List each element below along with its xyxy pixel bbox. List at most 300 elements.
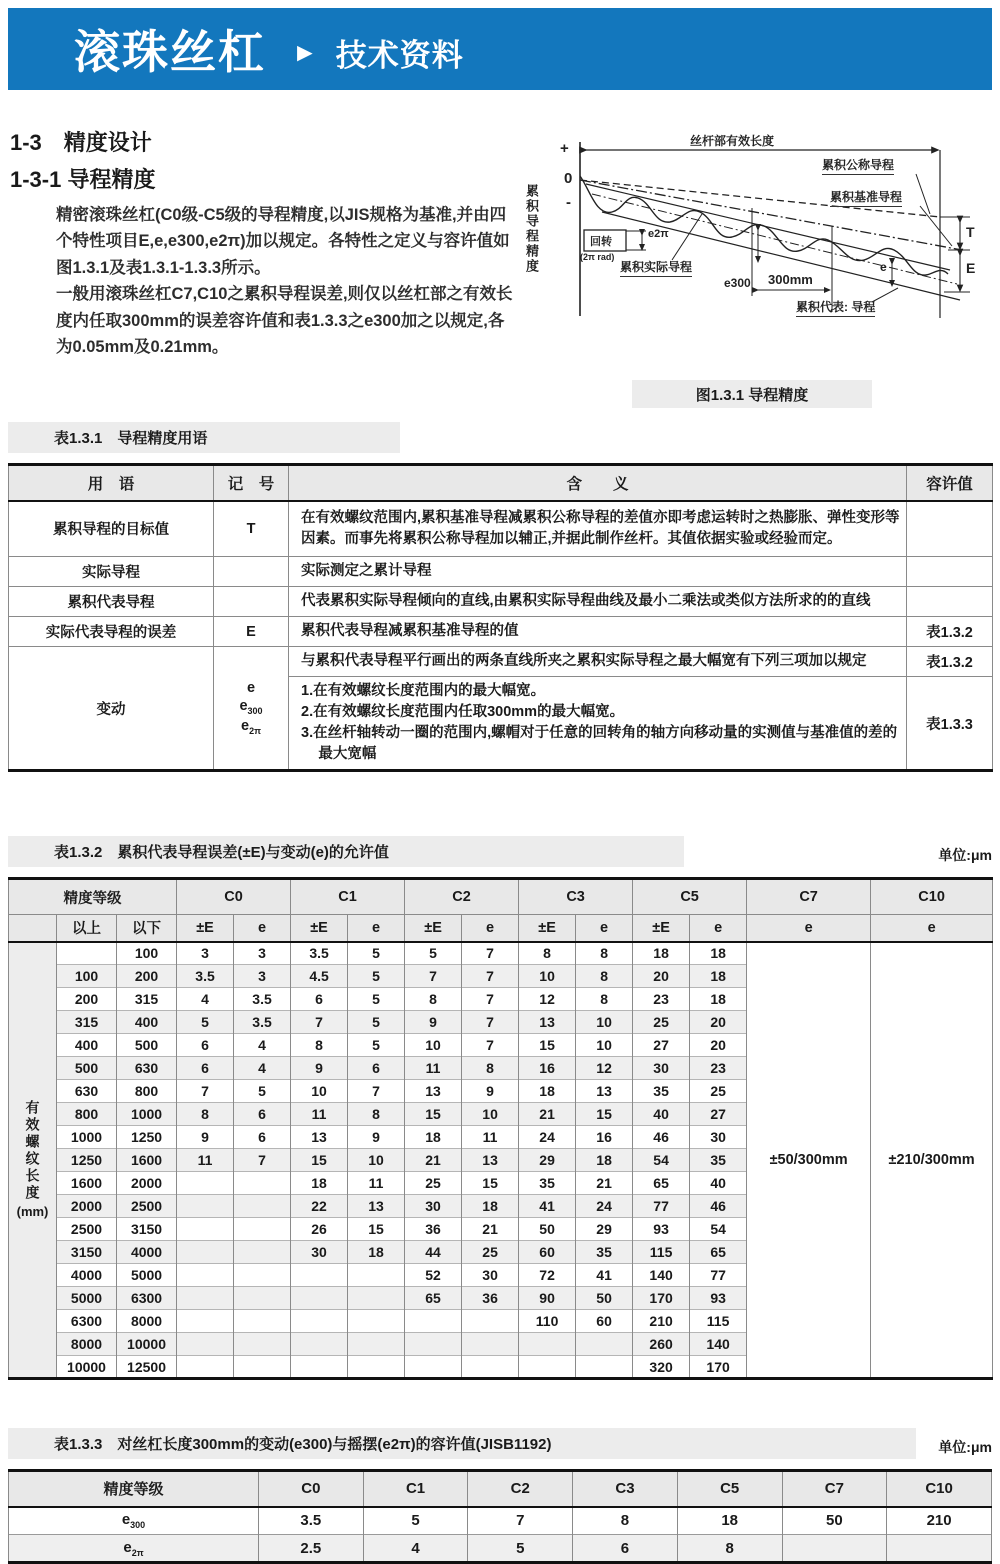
grade-header: C1 <box>363 1471 468 1507</box>
value-cell: 13 <box>519 1011 576 1034</box>
value-cell: 4 <box>363 1535 468 1563</box>
value-cell <box>234 1333 291 1356</box>
range-over-cell <box>57 942 117 965</box>
grade-header: C0 <box>259 1471 364 1507</box>
range-under-cell: 500 <box>117 1034 177 1057</box>
value-cell <box>291 1310 348 1333</box>
value-cell: 23 <box>690 1057 747 1080</box>
value-cell: 12 <box>519 988 576 1011</box>
variation-item: 3.在丝杆轴转动一圈的范围内,螺帽对于任意的回转角的轴方向移动量的实测值与基准值的差的最大宽幅 <box>301 725 898 763</box>
value-cell: 8 <box>348 1103 405 1126</box>
range-under-cell: 800 <box>117 1080 177 1103</box>
value-cell: 77 <box>690 1264 747 1287</box>
value-cell: 9 <box>177 1126 234 1149</box>
allow-cell <box>907 587 993 617</box>
thread-length-unit: (mm) <box>16 1204 49 1220</box>
value-cell: 10 <box>405 1034 462 1057</box>
value-cell: 5 <box>348 1011 405 1034</box>
value-cell: 8 <box>462 1057 519 1080</box>
value-cell <box>177 1218 234 1241</box>
value-cell: 25 <box>462 1241 519 1264</box>
value-cell <box>234 1310 291 1333</box>
intro-paragraph-1: 精密滚珠丝杠(C0级-C5级的导程精度,以JIS规格为基准,并由四个特性项目E,e,e300,e2π)加以规定。各特性之定义与容许值如图1.3.1及表1.3.1-1.3.3所示。 <box>56 206 510 277</box>
value-cell: 18 <box>348 1241 405 1264</box>
value-cell <box>177 1195 234 1218</box>
value-cell: 4 <box>234 1057 291 1080</box>
diagram-reference-lead-label: 累积基准导程 <box>830 188 902 207</box>
value-cell: 13 <box>576 1080 633 1103</box>
range-under-cell: 400 <box>117 1011 177 1034</box>
symbol-cell <box>214 647 289 771</box>
value-cell: 5 <box>348 942 405 965</box>
value-cell: 25 <box>405 1172 462 1195</box>
value-cell <box>234 1264 291 1287</box>
value-cell: 3 <box>234 965 291 988</box>
value-cell: 35 <box>690 1149 747 1172</box>
range-over-cell: 100 <box>57 965 117 988</box>
value-cell: 30 <box>690 1126 747 1149</box>
diagram-e-label: e <box>880 260 887 274</box>
grade-subheader: e <box>576 915 633 942</box>
value-cell: 6 <box>234 1103 291 1126</box>
grade-header: C7 <box>747 879 871 915</box>
meaning-cell <box>289 677 907 771</box>
value-cell: 11 <box>177 1149 234 1172</box>
value-cell: 5 <box>468 1535 573 1563</box>
t132-grade-header-row <box>9 879 993 915</box>
value-cell: 18 <box>677 1507 782 1535</box>
range-over-cell: 4000 <box>57 1264 117 1287</box>
t131-header-row <box>9 465 993 501</box>
grade-subheader: e <box>690 915 747 942</box>
value-cell <box>519 1333 576 1356</box>
variation-symbol: $e_{2\pi}$ <box>241 718 261 737</box>
value-cell: 13 <box>348 1195 405 1218</box>
t132-row <box>9 942 993 965</box>
value-cell: 46 <box>690 1195 747 1218</box>
value-cell <box>291 1287 348 1310</box>
value-cell: 7 <box>462 1011 519 1034</box>
range-over-cell: 200 <box>57 988 117 1011</box>
value-cell <box>234 1218 291 1241</box>
grade-header: C5 <box>633 879 747 915</box>
term-cell: 累积导程的目标值 <box>9 501 214 557</box>
value-cell: 41 <box>576 1264 633 1287</box>
value-cell: 30 <box>405 1195 462 1218</box>
diagram-actual-lead-label: 累积实际导程 <box>620 258 692 277</box>
value-cell: 8 <box>573 1507 678 1535</box>
value-cell <box>405 1310 462 1333</box>
value-cell: 6 <box>573 1535 678 1563</box>
range-under-cell: 10000 <box>117 1333 177 1356</box>
value-cell: 93 <box>690 1287 747 1310</box>
value-cell <box>177 1310 234 1333</box>
value-cell: 9 <box>291 1057 348 1080</box>
value-cell <box>519 1356 576 1379</box>
variation-symbol: $e_{300}$ <box>239 698 263 716</box>
table-1-3-1-title: 表1.3.1 导程精度用语 <box>8 422 400 453</box>
grade-header: C2 <box>468 1471 573 1507</box>
meaning-cell: 与累积代表导程平行画出的两条直线所夹之累积实际导程之最大幅宽有下列三项加以规定 <box>289 647 907 677</box>
value-cell: 18 <box>519 1080 576 1103</box>
value-cell <box>887 1535 992 1563</box>
value-cell: 20 <box>690 1011 747 1034</box>
value-cell: 35 <box>633 1080 690 1103</box>
value-cell <box>291 1264 348 1287</box>
value-cell: 9 <box>348 1126 405 1149</box>
value-cell <box>291 1333 348 1356</box>
range-over-cell: 1600 <box>57 1172 117 1195</box>
t131-row-actual <box>9 557 993 587</box>
grade-header: C10 <box>887 1471 992 1507</box>
value-cell: 65 <box>690 1241 747 1264</box>
symbol-cell <box>214 587 289 617</box>
value-cell: 8 <box>177 1103 234 1126</box>
diagram-minus-sign: - <box>566 194 571 211</box>
value-cell: 11 <box>462 1126 519 1149</box>
value-cell: 10 <box>348 1149 405 1172</box>
value-cell: 15 <box>519 1034 576 1057</box>
value-cell: 50 <box>519 1218 576 1241</box>
value-cell: 27 <box>690 1103 747 1126</box>
value-cell: 40 <box>633 1103 690 1126</box>
range-under-cell: 100 <box>117 942 177 965</box>
value-cell: 8 <box>576 942 633 965</box>
value-cell: 29 <box>576 1218 633 1241</box>
value-cell: 50 <box>782 1507 887 1535</box>
value-cell: 21 <box>576 1172 633 1195</box>
diagram-E-label: E <box>966 260 976 276</box>
value-cell: 8 <box>405 988 462 1011</box>
value-cell: 210 <box>633 1310 690 1333</box>
page-banner <box>8 8 992 90</box>
banner-arrow-icon: ► <box>292 36 318 67</box>
value-cell: 8 <box>519 942 576 965</box>
value-cell: 10 <box>462 1103 519 1126</box>
value-cell <box>177 1356 234 1379</box>
value-cell: 8 <box>576 988 633 1011</box>
value-cell: 21 <box>405 1149 462 1172</box>
t131-header-symbol: 记 号 <box>214 465 289 501</box>
t131-row-target <box>9 501 993 557</box>
value-cell: 3.5 <box>291 942 348 965</box>
value-cell: 93 <box>633 1218 690 1241</box>
value-cell <box>576 1333 633 1356</box>
value-cell: 77 <box>633 1195 690 1218</box>
value-cell: 27 <box>633 1034 690 1057</box>
t131-row-representative <box>9 587 993 617</box>
range-under-cell: 3150 <box>117 1218 177 1241</box>
diagram-rotation-label: 回转 <box>590 236 612 248</box>
value-cell: 54 <box>633 1149 690 1172</box>
value-cell: 3.5 <box>259 1507 364 1535</box>
value-cell <box>462 1356 519 1379</box>
meaning-cell: 累积代表导程减累积基准导程的值 <box>289 617 907 647</box>
diagram-zero-sign: 0 <box>564 170 573 187</box>
range-over-cell: 630 <box>57 1080 117 1103</box>
value-cell: 11 <box>291 1103 348 1126</box>
grade-header: C3 <box>573 1471 678 1507</box>
value-cell: 10 <box>291 1080 348 1103</box>
value-cell: 11 <box>348 1172 405 1195</box>
grade-subheader: e <box>871 915 993 942</box>
range-over-cell: 5000 <box>57 1287 117 1310</box>
grade-header: C5 <box>677 1471 782 1507</box>
table-1-3-3-title: 表1.3.3 对丝杠长度300mm的变动(e300)与摇摆(e2π)的容许值(JISB1192) <box>8 1428 916 1459</box>
meaning-cell: 在有效螺纹范围内,累积基准导程减累积公称导程的差值亦即考虑运转时之热膨胀、弹性变形等因素。而事先将累积公称导程加以辅正,并据此制作丝杆。其值依据实验或经验而定。 <box>289 501 907 557</box>
value-cell: 7 <box>291 1011 348 1034</box>
grade-subheader: e <box>234 915 291 942</box>
value-cell <box>348 1287 405 1310</box>
range-over-cell: 1000 <box>57 1126 117 1149</box>
range-over-cell: 10000 <box>57 1356 117 1379</box>
term-cell: 实际代表导程的误差 <box>9 617 214 647</box>
range-under-cell: 1250 <box>117 1126 177 1149</box>
grade-header: C2 <box>405 879 519 915</box>
value-cell: 5 <box>363 1507 468 1535</box>
value-cell: 320 <box>633 1356 690 1379</box>
value-cell: 8 <box>576 965 633 988</box>
grade-subheader: ±E <box>291 915 348 942</box>
t131-row-error <box>9 617 993 647</box>
value-cell <box>177 1287 234 1310</box>
diagram-axis-label: 累积导程精度 <box>524 184 539 274</box>
variation-symbol: e <box>246 679 256 696</box>
t132-blank-header <box>9 915 57 942</box>
range-under-cell: 200 <box>117 965 177 988</box>
value-cell: 26 <box>291 1218 348 1241</box>
diagram-nominal-lead-label: 累积公称导程 <box>822 156 894 175</box>
value-cell: 29 <box>519 1149 576 1172</box>
value-cell <box>177 1172 234 1195</box>
value-cell: 13 <box>405 1080 462 1103</box>
t133-body <box>9 1507 992 1563</box>
meaning-cell: 代表累积实际导程倾向的直线,由累积实际导程曲线及最小二乘法或类似方法所求的的直线 <box>289 587 907 617</box>
t132-grade-header: 精度等级 <box>9 879 177 915</box>
diagram-e300-label: e300 <box>724 276 751 290</box>
range-under-cell: 1600 <box>117 1149 177 1172</box>
value-cell: 9 <box>405 1011 462 1034</box>
value-cell: 36 <box>405 1218 462 1241</box>
term-cell: 变动 <box>9 647 214 771</box>
t131-header-allow: 容许值 <box>907 465 993 501</box>
diagram-effective-length-label: 丝杆部有效长度 <box>690 134 775 148</box>
t132-subheader-row <box>9 915 993 942</box>
value-cell: 6 <box>177 1034 234 1057</box>
range-under-cell: 12500 <box>117 1356 177 1379</box>
value-cell <box>782 1535 887 1563</box>
grade-subheader: e <box>462 915 519 942</box>
range-under-cell: 5000 <box>117 1264 177 1287</box>
t132-body <box>9 942 993 1379</box>
grade-header: C0 <box>177 879 291 915</box>
grade-subheader: ±E <box>519 915 576 942</box>
value-cell: 5 <box>348 988 405 1011</box>
value-cell: 6 <box>234 1126 291 1149</box>
value-cell: 8 <box>677 1535 782 1563</box>
value-cell: 260 <box>633 1333 690 1356</box>
allow-cell: 表1.3.3 <box>907 677 993 771</box>
value-cell: 60 <box>576 1310 633 1333</box>
value-cell: 15 <box>576 1103 633 1126</box>
value-cell: 18 <box>291 1172 348 1195</box>
value-cell: 15 <box>348 1218 405 1241</box>
value-cell: 25 <box>690 1080 747 1103</box>
value-cell: 18 <box>633 942 690 965</box>
value-cell: 16 <box>576 1126 633 1149</box>
symbol-cell: $e_{300}$ <box>9 1507 259 1535</box>
value-cell: 115 <box>633 1241 690 1264</box>
grade-subheader: ±E <box>177 915 234 942</box>
range-over-cell: 400 <box>57 1034 117 1057</box>
value-cell: 24 <box>576 1195 633 1218</box>
intro-section <box>8 126 992 408</box>
value-cell: 52 <box>405 1264 462 1287</box>
value-cell: 24 <box>519 1126 576 1149</box>
value-cell: 12 <box>576 1057 633 1080</box>
diagram-T-label: T <box>966 224 975 240</box>
section-heading-1-3-1: 1-3-1 导程精度 <box>10 167 156 192</box>
range-over-cell: 2500 <box>57 1218 117 1241</box>
value-cell: 170 <box>633 1287 690 1310</box>
value-cell: 3.5 <box>177 965 234 988</box>
value-cell: 18 <box>690 965 747 988</box>
diagram-representative-lead-label: 累积代表: 导程 <box>796 298 875 317</box>
value-cell <box>234 1356 291 1379</box>
range-under-cell: 2000 <box>117 1172 177 1195</box>
table-1-3-3 <box>8 1469 992 1564</box>
table-1-3-2 <box>8 877 993 1380</box>
allow-cell: 表1.3.2 <box>907 617 993 647</box>
range-under-cell: 1000 <box>117 1103 177 1126</box>
range-over-cell: 500 <box>57 1057 117 1080</box>
value-cell: 7 <box>462 942 519 965</box>
value-cell: 35 <box>576 1241 633 1264</box>
value-cell: 4 <box>177 988 234 1011</box>
range-over-cell: 2000 <box>57 1195 117 1218</box>
t131-header-meaning: 含 义 <box>289 465 907 501</box>
value-cell: 30 <box>633 1057 690 1080</box>
symbol-cell: T <box>214 501 289 557</box>
value-cell: 54 <box>690 1218 747 1241</box>
value-cell: 210 <box>887 1507 992 1535</box>
symbol-cell <box>214 557 289 587</box>
value-cell <box>348 1333 405 1356</box>
value-cell: 18 <box>462 1195 519 1218</box>
table-1-3-2-title: 表1.3.2 累积代表导程误差(±E)与变动(e)的允许值 <box>8 836 684 867</box>
range-over-cell: 800 <box>57 1103 117 1126</box>
section-heading-1-3: 1-3 精度设计 <box>10 130 152 155</box>
value-cell: 10 <box>576 1034 633 1057</box>
range-under-cell: 6300 <box>117 1287 177 1310</box>
value-cell: 6 <box>177 1057 234 1080</box>
value-cell: 3.5 <box>234 1011 291 1034</box>
value-cell: 46 <box>633 1126 690 1149</box>
variation-item: 1.在有效螺纹长度范围内的最大幅宽。 <box>301 683 546 700</box>
value-cell: 41 <box>519 1195 576 1218</box>
value-cell <box>234 1287 291 1310</box>
value-cell: 9 <box>462 1080 519 1103</box>
value-cell <box>348 1264 405 1287</box>
value-cell: 7 <box>234 1149 291 1172</box>
range-over-cell: 3150 <box>57 1241 117 1264</box>
value-cell: 60 <box>519 1241 576 1264</box>
value-cell: 115 <box>690 1310 747 1333</box>
diagram-rotation-unit-label: (2π rad) <box>580 252 615 262</box>
value-cell <box>405 1333 462 1356</box>
value-cell: 15 <box>405 1103 462 1126</box>
value-cell: 16 <box>519 1057 576 1080</box>
value-cell: 5 <box>234 1080 291 1103</box>
thread-length-text: 有效螺纹长度 <box>24 1100 41 1203</box>
table-1-3-1 <box>8 463 993 772</box>
value-cell: 36 <box>462 1287 519 1310</box>
value-cell: 11 <box>405 1057 462 1080</box>
value-cell: 110 <box>519 1310 576 1333</box>
value-cell: 6 <box>291 988 348 1011</box>
grade-header: 精度等级 <box>9 1471 259 1507</box>
grade-subheader: e <box>747 915 871 942</box>
range-over-cell: 1250 <box>57 1149 117 1172</box>
value-cell: 35 <box>519 1172 576 1195</box>
value-cell <box>177 1333 234 1356</box>
t132-over-header: 以上 <box>57 915 117 942</box>
value-cell: 15 <box>462 1172 519 1195</box>
value-cell: 7 <box>462 988 519 1011</box>
thread-length-label <box>9 942 57 1379</box>
value-cell: 140 <box>690 1333 747 1356</box>
range-under-cell: 2500 <box>117 1195 177 1218</box>
value-cell: 3 <box>234 942 291 965</box>
diagram-canvas <box>520 132 992 370</box>
thread-length-label-wrap <box>9 1100 56 1219</box>
t133-row <box>9 1535 992 1563</box>
value-cell: 5 <box>348 965 405 988</box>
range-under-cell: 8000 <box>117 1310 177 1333</box>
value-cell: 23 <box>633 988 690 1011</box>
value-cell: 3.5 <box>234 988 291 1011</box>
symbol-cell: E <box>214 617 289 647</box>
value-cell <box>234 1172 291 1195</box>
value-cell: 10 <box>519 965 576 988</box>
value-cell <box>177 1241 234 1264</box>
range-under-cell: 4000 <box>117 1241 177 1264</box>
value-cell: 72 <box>519 1264 576 1287</box>
value-cell: 18 <box>690 942 747 965</box>
value-cell: 4.5 <box>291 965 348 988</box>
value-cell: 21 <box>462 1218 519 1241</box>
value-cell: 25 <box>633 1011 690 1034</box>
c10-merged-cell: ±210/300mm <box>871 942 993 1379</box>
allow-cell <box>907 557 993 587</box>
value-cell: 18 <box>405 1126 462 1149</box>
value-cell: 5 <box>177 1011 234 1034</box>
diagram-caption: 图1.3.1 导程精度 <box>632 380 872 408</box>
range-under-cell: 630 <box>117 1057 177 1080</box>
diagram-plus-sign: + <box>560 140 569 157</box>
t131-header-term: 用 语 <box>9 465 214 501</box>
value-cell: 21 <box>519 1103 576 1126</box>
t133-row <box>9 1507 992 1535</box>
range-under-cell: 315 <box>117 988 177 1011</box>
value-cell: 44 <box>405 1241 462 1264</box>
value-cell: 4 <box>234 1034 291 1057</box>
value-cell: 7 <box>348 1080 405 1103</box>
value-cell <box>576 1356 633 1379</box>
grade-header: C3 <box>519 879 633 915</box>
value-cell <box>462 1333 519 1356</box>
value-cell <box>234 1195 291 1218</box>
